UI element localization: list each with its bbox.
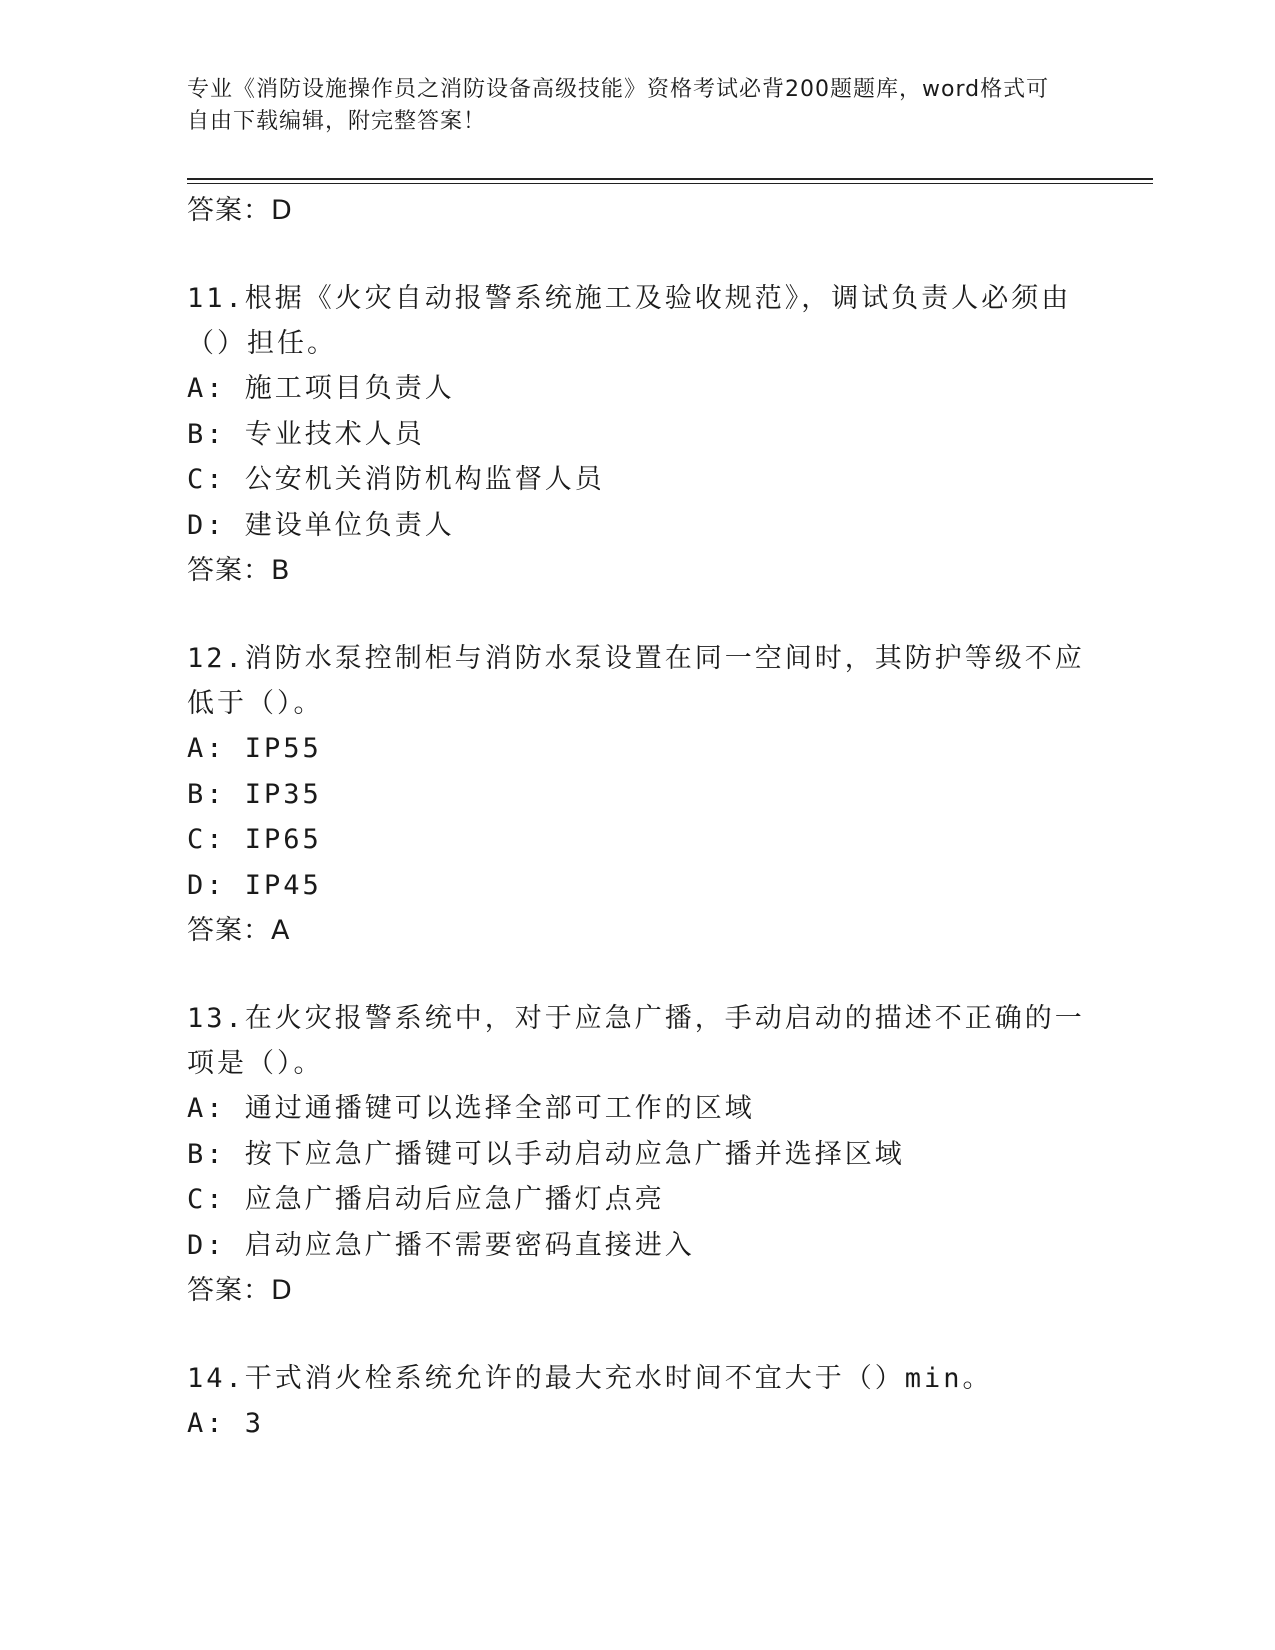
option-a: A: IP55 xyxy=(187,733,322,764)
answer-line: 答案：B xyxy=(187,555,291,586)
question-text: 12.消防水泵控制柜与消防水泵设置在同一空间时，其防护等级不应低于（）。 xyxy=(187,643,1085,719)
option-b: B: IP35 xyxy=(187,778,322,810)
question-item xyxy=(187,996,1087,1314)
option-a: A: 通过通播键可以选择全部可工作的区域 xyxy=(187,1093,755,1124)
question-text: 13.在火灾报警系统中，对于应急广播，手动启动的描述不正确的一项是（）。 xyxy=(187,1003,1085,1079)
option-c: C: 公安机关消防机构监督人员 xyxy=(187,464,605,495)
header-divider-thin xyxy=(187,183,1153,184)
option-b: B: 按下应急广播键可以手动启动应急广播并选择区域 xyxy=(187,1138,905,1170)
option-d: D: 启动应急广播不需要密码直接进入 xyxy=(187,1229,695,1261)
option-d: D: IP45 xyxy=(187,869,322,901)
header-divider-thick xyxy=(187,178,1153,180)
question-text: 14.干式消火栓系统允许的最大充水时间不宜大于（）min。 xyxy=(187,1363,993,1394)
document-header: 专业《消防设施操作员之消防设备高级技能》资格考试必背200题题库，word格式可自由下载编辑，附完整答案！ xyxy=(187,77,1050,134)
question-list xyxy=(187,188,1087,1447)
answer-line: 答案：D xyxy=(187,1275,293,1306)
option-d: D: 建设单位负责人 xyxy=(187,509,455,541)
question-item xyxy=(187,636,1087,954)
option-a: A: 3 xyxy=(187,1408,265,1439)
option-c: C: IP65 xyxy=(187,824,322,855)
question-item xyxy=(187,1356,1087,1447)
option-b: B: 专业技术人员 xyxy=(187,418,425,450)
option-c: C: 应急广播启动后应急广播灯点亮 xyxy=(187,1184,665,1215)
question-text: 11.根据《火灾自动报警系统施工及验收规范》，调试负责人必须由（）担任。 xyxy=(187,283,1072,359)
answer-line: 答案：A xyxy=(187,915,291,946)
question-item xyxy=(187,276,1087,594)
answer-line: 答案：D xyxy=(187,195,293,226)
option-a: A: 施工项目负责人 xyxy=(187,373,455,404)
